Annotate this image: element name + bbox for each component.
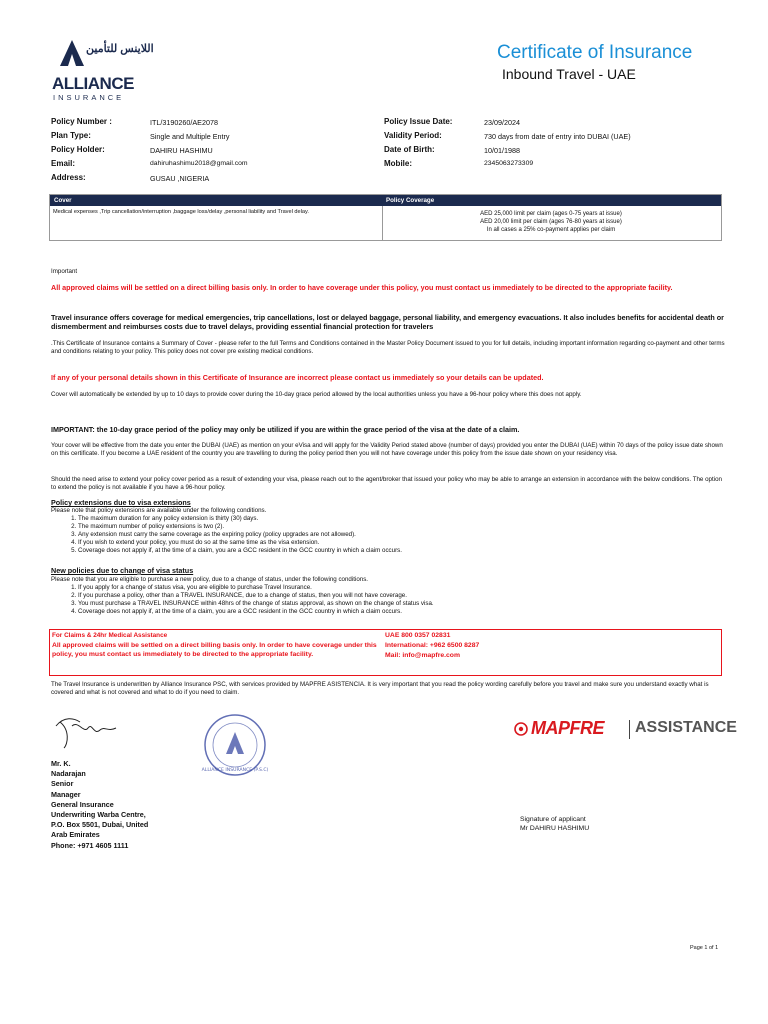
underwriting-note: The Travel Insurance is underwritten by Alliance Insurance PSC, with services provided by MAPFRE ASISTENCIA. It is very important that you read the policy wording carefully before you travel and make sure you understand exactly what is covered and what is not covered and what to do if you need to claim.: [51, 681, 709, 696]
plan-type-label: Plan Type:: [51, 131, 91, 140]
issue-date: 23/09/2024: [484, 118, 520, 127]
list-item: 1. If you apply for a change of status visa, you are eligible to purchase Travel Insurance.: [78, 584, 738, 592]
mobile-label: Mobile:: [384, 159, 412, 168]
email-label: Email:: [51, 159, 76, 168]
stamp-icon: [200, 710, 270, 780]
coverage-line-1: AED 25,000 limit per claim (ages 0-75 years at issue): [480, 211, 622, 217]
list-item: 2. If you purchase a policy, other than a TRAVEL INSURANCE, due to a change of status, then you will not have coverage.: [78, 592, 738, 600]
uae-phone: UAE 800 0357 02831: [385, 632, 451, 639]
logo-arabic: اللاينس للتأمين: [86, 43, 154, 55]
coverage-line-2: AED 20,00 limit per claim (ages 76-80 years at issue): [480, 219, 622, 225]
list-item: 5. Coverage does not apply if, at the time of a claim, you are a GCC resident in the GCC country in which a claim occurs.: [78, 547, 738, 555]
policy-holder: DAHIRU HASHIMU: [150, 146, 213, 155]
assistance-name: ASSISTANCE: [635, 719, 737, 736]
list-item: 4. Coverage does not apply if, at the time of a claim, you are a GCC resident in the GCC country in which a claim occurs.: [78, 608, 738, 616]
claims-email: Mail: info@mapfre.com: [385, 652, 460, 659]
mobile-value: 2345063273309: [484, 160, 534, 167]
list-item: 3. Any extension must carry the same coverage as the expiring policy (policy upgrades are not allowed).: [78, 531, 738, 539]
important-label: Important: [51, 268, 78, 275]
international-phone: International: +962 6500 8287: [385, 642, 480, 649]
cover-table: [49, 194, 722, 241]
cover-table-row: [50, 206, 721, 240]
policy-holder-label: Policy Holder:: [51, 145, 105, 154]
effective-date-note: Your cover will be effective from the date you enter the DUBAI (UAE) as mention on your eVisa and will apply for the Validity Period stated above (number of days) provided you enter the DUBAI (UAE) within 70 days of the policy issue date shown on this certificate. If you become a UAE resident of the country you are travelling to during the policy period then you will not have coverage under this policy from the issue date shown on your residency visa.: [51, 442, 723, 457]
new-policies-heading: New policies due to change of visa status: [51, 566, 194, 575]
dob-value: 10/01/1988: [484, 146, 520, 155]
claims-box: [49, 629, 722, 676]
mapfre-assistance-logo: [514, 717, 737, 741]
signer-line: P.O. Box 5501, Dubai, United: [51, 820, 149, 830]
signer-line: Phone: +971 4605 1111: [51, 840, 129, 850]
cover-table-header: [50, 195, 721, 206]
mapfre-emblem-icon: [514, 722, 528, 736]
email-value: dahiruhashimu2018@gmail.com: [150, 160, 248, 167]
extensions-heading: Policy extensions due to visa extensions: [51, 498, 191, 507]
address-label: Address:: [51, 173, 86, 182]
signer-line: Arab Emirates: [51, 830, 100, 840]
extensions-list: [51, 515, 738, 555]
certificate-subtitle: Inbound Travel - UAE: [502, 66, 636, 82]
signer-line: Manager: [51, 789, 81, 799]
cover-description: Medical expenses ,Trip cancellation/interruption ,baggage loss/delay ,personal liability and Travel delay.: [53, 209, 309, 215]
dob-label: Date of Birth:: [384, 145, 435, 154]
policy-number: ITL/3190260/AE2078: [150, 118, 218, 127]
svg-text:ALLIANCE INSURANCE (P.S.C): ALLIANCE INSURANCE (P.S.C): [201, 768, 269, 773]
certificate-title: Certificate of Insurance: [497, 42, 693, 63]
new-policies-list: [51, 584, 738, 616]
signer-line: Mr. K.: [51, 759, 71, 768]
applicant-name: Mr DAHIRU HASHIMU: [520, 825, 590, 832]
cover-column-header: Cover: [54, 197, 72, 204]
signer-line: Nadarajan: [51, 769, 86, 779]
page-number: Page 1 of 1: [690, 945, 719, 951]
incorrect-details-notice: If any of your personal details shown in this Certificate of Insurance are incorrect please contact us immediately so your details can be updated.: [51, 373, 544, 382]
mapfre-divider: [629, 720, 630, 739]
signature-icon: [50, 710, 122, 750]
grace-period-extension-note: Cover will automatically be extended by up to 10 days to provide cover during the 10-day grace period allowed by the local authorities unless you have a 96-hour policy where this does not apply.: [51, 391, 582, 398]
signer-line: Senior: [51, 779, 74, 789]
validity-label: Validity Period:: [384, 131, 442, 140]
validity-value: 730 days from date of entry into DUBAI (UAE): [484, 132, 631, 141]
policy-number-label: Policy Number :: [51, 117, 112, 126]
signer-block: [51, 759, 191, 851]
coverage-line-3: In all cases a 25% co-payment applies per claim: [486, 227, 616, 233]
mapfre-name: MAPFRE: [531, 718, 604, 738]
list-item: 2. The maximum number of policy extensions is two (2).: [78, 523, 738, 531]
logo-name: ALLIANCE: [52, 74, 134, 93]
claims-text: All approved claims will be settled on a direct billing basis only. In order to have coverage under this policy, you must contact us immediately to be directed to the appropriate facility.: [52, 642, 377, 658]
address-value: GUSAU ,NIGERIA: [150, 174, 210, 183]
coverage-column-header: Policy Coverage: [386, 197, 435, 204]
claims-heading: For Claims & 24hr Medical Assistance: [52, 632, 168, 639]
extension-request-note: Should the need arise to extend your policy cover period as a result of extending your visa, please reach out to the agent/broker that issued your policy who may be able to arrange an extension in accordance with the below conditions. The option to extend the policy is not available if you have a 96-hour policy.: [51, 476, 722, 491]
handwritten-signature: [50, 710, 122, 750]
coverage-summary: Travel insurance offers coverage for medical emergencies, trip cancellations, lost or delayed baggage, personal liability, and emergency evacuations. It also includes benefits for accidental death or dismemberment and reimburses costs due to travel delays, providing essential financial protection for travelers: [51, 313, 724, 331]
summary-of-cover-note: .This Certificate of Insurance contains a Summary of Cover - please refer to the full Terms and Conditions contained in the Master Policy Document issued to you for full details, including important information regarding co-payment and other terms and conditions relating to your policy. This policy does not cover pre existing medical conditions.: [51, 340, 725, 355]
issue-date-label: Policy Issue Date:: [384, 117, 453, 126]
signer-line: General Insurance: [51, 799, 114, 809]
signer-line: Underwriting Warba Centre,: [51, 810, 146, 820]
applicant-signature-label: Signature of applicant: [520, 816, 586, 823]
new-policies-intro: Please note that you are eligible to purchase a new policy, due to a change of status, under the following conditions.: [51, 576, 369, 583]
extensions-intro: Please note that policy extensions are available under the following conditions.: [51, 507, 267, 514]
claims-direct-billing-notice: All approved claims will be settled on a direct billing basis only. In order to have coverage under this policy, you must contact us immediately to be directed to the appropriate facility.: [51, 283, 673, 292]
list-item: 3. You must purchase a TRAVEL INSURANCE within 48hrs of the change of status approval, as shown on the change of status visa.: [78, 600, 738, 608]
list-item: 4. If you wish to extend your policy, you must do so at the same time as the visa extension.: [78, 539, 738, 547]
plan-type: Single and Multiple Entry: [150, 132, 230, 141]
logo-sub: INSURANCE: [53, 93, 125, 102]
list-item: 1. The maximum duration for any policy extension is thirty (30) days.: [78, 515, 738, 523]
grace-period-important: IMPORTANT: the 10-day grace period of the policy may only be utilized if you are within the grace period of the visa at the date of a claim.: [51, 425, 520, 434]
alliance-logo: [52, 40, 154, 102]
company-stamp: [200, 710, 270, 780]
